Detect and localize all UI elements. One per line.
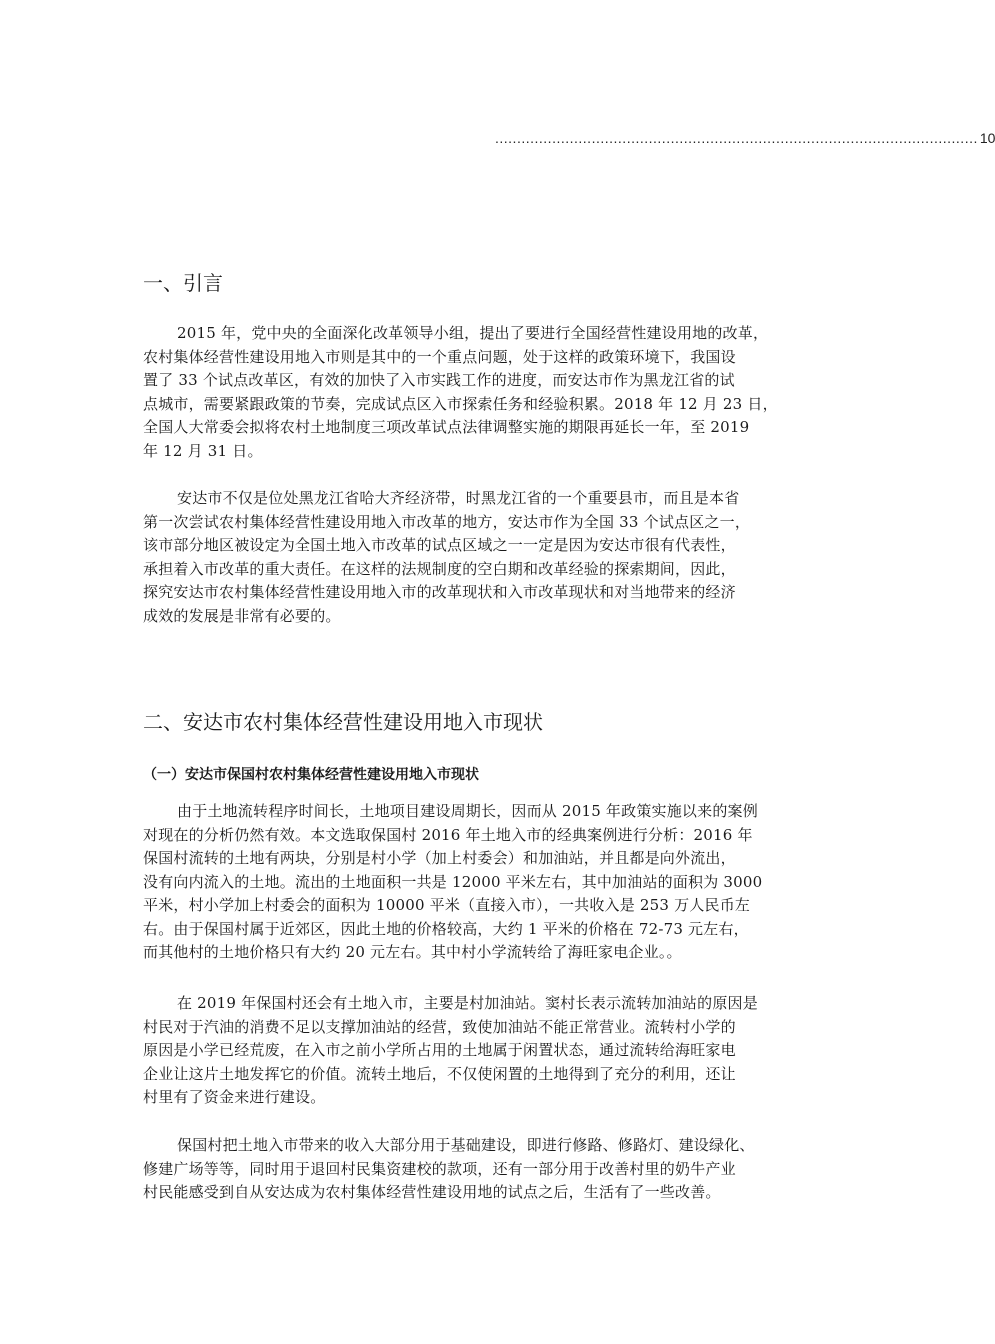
section-1-heading: 一、引言	[143, 271, 223, 295]
toc-entry	[495, 128, 995, 148]
paragraph-line: 探究安达市农村集体经营性建设用地入市的改革现状和入市改革现状和对当地带来的经济	[143, 583, 736, 601]
section-2-heading: 二、安达市农村集体经营性建设用地入市现状	[143, 710, 543, 734]
paragraph-line: 点城市，需要紧跟政策的节奏，完成试点区入市探索任务和经验积累。2018 年 12 月 23 日，	[143, 394, 778, 413]
subsection-1-heading: （一）安达市保国村农村集体经营性建设用地入市现状	[143, 767, 479, 783]
paragraph-line: 右。由于保国村属于近郊区，因此土地的价格较高，大约 1 平米的价格在 72-73 元左右，	[143, 919, 749, 938]
paragraph-line: 保国村流转的土地有两块，分别是村小学（加上村委会）和加油站，并且都是向外流出，	[143, 849, 736, 867]
paragraph-line: 农村集体经营性建设用地入市则是其中的一个重点问题，处于这样的政策环境下，我国设	[143, 347, 736, 366]
paragraph-line: 该市部分地区被设定为全国土地入市改革的试点区域之一一定是因为安达市很有代表性，	[143, 536, 736, 554]
paragraph-line: 2015 年，党中央的全面深化改革领导小组，提出了要进行全国经营性建设用地的改革，	[177, 324, 769, 342]
subsection-1-paragraph-2	[143, 992, 813, 1110]
paragraph-line: 置了 33 个试点改革区，有效的加快了入市实践工作的进度，而安达市作为黑龙江省的试	[143, 371, 735, 389]
paragraph-line: 修建广场等等，同时用于退回村民集资建校的款项，还有一部分用于改善村里的奶牛产业	[143, 1159, 736, 1178]
paragraph-line: 而其他村的土地价格只有大约 20 元左右。其中村小学流转给了海旺家电企业。。	[143, 943, 682, 961]
toc-page-number: 10	[979, 130, 995, 146]
paragraph-line: 承担着入市改革的重大责任。在这样的法规制度的空白期和改革经验的探索期间，因此，	[143, 559, 736, 578]
paragraph-line: 由于土地流转程序时间长，土地项目建设周期长，因而从 2015 年政策实施以来的案例	[177, 802, 758, 820]
paragraph-line: 安达市不仅是位处黑龙江省哈大齐经济带，时黑龙江省的一个重要县市，而且是本省	[177, 489, 740, 507]
paragraph-line: 村民对于汽油的消费不足以支撑加油站的经营，致使加油站不能正常营业。流转村小学的	[143, 1017, 736, 1036]
paragraph-line: 对现在的分析仍然有效。本文选取保国村 2016 年土地入市的经典案例进行分析：2016 年	[143, 825, 753, 844]
section-1-paragraph-1	[143, 322, 813, 463]
paragraph-line: 平米，村小学加上村委会的面积为 10000 平米（直接入市），一共收入是 253 万人民币左	[143, 896, 751, 914]
paragraph-line: 原因是小学已经荒废，在入市之前小学所占用的土地属于闲置状态，通过流转给海旺家电	[143, 1041, 736, 1059]
section-1-paragraph-2	[143, 487, 813, 628]
paragraph-line: 全国人大常委会拟将农村土地制度三项改革试点法律调整实施的期限再延长一年，至 2019	[143, 418, 750, 436]
paragraph-line: 年 12 月 31 日。	[143, 441, 263, 460]
paragraph-line: 成效的发展是非常有必要的。	[143, 606, 341, 625]
paragraph-line: 在 2019 年保国村还会有土地入市，主要是村加油站。窦村长表示流转加油站的原因是	[177, 994, 758, 1012]
paragraph-line: 保国村把土地入市带来的收入大部分用于基础建设，即进行修路、修路灯、建设绿化、	[177, 1136, 755, 1154]
subsection-1-paragraph-1	[143, 800, 813, 965]
subsection-1-paragraph-3	[143, 1134, 813, 1205]
paragraph-line: 第一次尝试农村集体经营性建设用地入市改革的地方，安达市作为全国 33 个试点区之一，	[143, 512, 751, 531]
paragraph-line: 村里有了资金来进行建设。	[143, 1088, 326, 1106]
paragraph-line: 没有向内流入的土地。流出的土地面积一共是 12000 平米左右，其中加油站的面积为 3000	[143, 872, 763, 891]
paragraph-line: 企业让这片土地发挥它的价值。流转土地后，不仅使闲置的土地得到了充分的利用，还让	[143, 1064, 736, 1083]
toc-leader-dots: ..............................................................................................................	[495, 130, 978, 146]
paragraph-line: 村民能感受到自从安达成为农村集体经营性建设用地的试点之后，生活有了一些改善。	[143, 1183, 721, 1201]
